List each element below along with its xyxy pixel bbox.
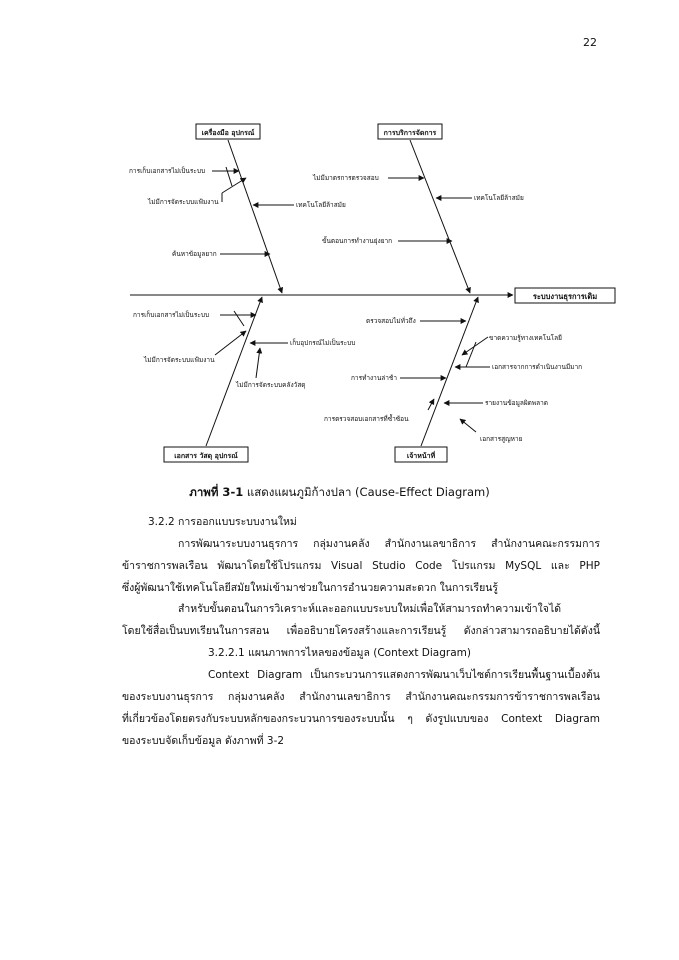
cause-tl2: ไม่มีการจัดระบบแฟ้มงาน	[148, 198, 219, 206]
cause-bl1: การเก็บเอกสารไม่เป็นระบบ	[133, 311, 210, 319]
cause-tl4: ค้นหาข้อมูลยาก	[172, 250, 217, 258]
category-label-bottom-left: เอกสาร วัสดุ อุปกรณ์	[174, 452, 238, 460]
category-label-top-left: เครื่องมือ อุปกรณ์	[201, 129, 255, 137]
paragraph-3-line-1: Context Diagram เป็นกระบวนการแสดงการพัฒนาเว็บไซต์การเรียนพื้นฐานเบื้องต้น	[208, 669, 600, 681]
cause-br3: เอกสารจากการดำเนินงานมีมาก	[492, 363, 583, 371]
bone-top-right	[410, 140, 470, 293]
head-label: ระบบงานธุรการเดิม	[532, 292, 598, 301]
cause-bl2: เก็บอุปกรณ์ไม่เป็นระบบ	[290, 339, 356, 347]
cause-br2: ขาดความรู้ทางเทคโนโลยี	[489, 334, 562, 342]
cause-br6-arrow	[428, 399, 434, 410]
cause-bl4-arrow	[256, 348, 260, 378]
cause-bl4: ไม่มีการจัดระบบคลังวัสดุ	[236, 381, 306, 389]
section-heading: 3.2.2 การออกแบบระบบงานใหม่	[148, 516, 297, 528]
paragraph-1-line-1: การพัฒนาระบบงานธุรการ กลุ่มงานคลัง สำนักงานเลขาธิการ สำนักงานคณะกรรมการ	[178, 538, 600, 550]
cause-br4: การทำงานล่าช้า	[351, 374, 397, 382]
cause-tr3: ขั้นตอนการทำงานยุ่งยาก	[322, 237, 393, 245]
category-label-top-right: การบริการจัดการ	[383, 129, 437, 137]
category-label-bottom-right: เจ้าหน้าที่	[406, 452, 436, 460]
cause-br1: ตรวจสอบไม่ทั่วถึง	[366, 317, 416, 325]
figure-caption	[0, 484, 679, 502]
cause-bl1-sub	[234, 311, 244, 326]
fishbone-diagram	[0, 0, 679, 470]
figure-caption-text: แสดงแผนภูมิก้างปลา (Cause-Effect Diagram)	[243, 485, 490, 499]
bone-bottom-right	[421, 297, 478, 446]
cause-br2-arrow	[462, 337, 488, 355]
cause-br7: เอกสารสูญหาย	[480, 435, 523, 443]
paragraph-1-line-2: ข้าราชการพลเรือน พัฒนาโดยใช้โปรแกรม Visual Studio Code โปรแกรม MySQL และ PHP	[122, 560, 600, 572]
figure-caption-label: ภาพที่ 3-1	[189, 485, 244, 499]
cause-tr2: เทคโนโลยีล้าสมัย	[474, 194, 524, 202]
paragraph-1-line-3: ซึ่งผู้พัฒนาใช้เทคโนโลยีสมัยใหม่เข้ามาช่วยในการอำนวยความสะดวก ในการเรียนรู้	[122, 582, 499, 594]
bone-bottom-left	[206, 297, 262, 446]
paragraph-2-line-2: โดยใช้สื่อเป็นบทเรียนในการสอน เพื่ออธิบายโครงสร้างและการเรียนรู้ ดังกล่าวสามารถอธิบายได้ดังนี้	[122, 625, 600, 637]
cause-tl3: เทคโนโลยีล้าสมัย	[296, 201, 346, 209]
paragraph-2-line-1: สำหรับขั้นตอนในการวิเคราะห์และออกแบบระบบใหม่เพื่อให้สามารถทำความเข้าใจได้	[178, 603, 562, 615]
cause-br7-arrow	[460, 419, 476, 432]
cause-br6: การตรวจสอบเอกสารที่ซ้ำซ้อน	[324, 415, 409, 423]
cause-tl1: การเก็บเอกสารไม่เป็นระบบ	[129, 167, 206, 175]
cause-tr1: ไม่มีมาตรการตรวจสอบ	[313, 174, 379, 182]
paragraph-3-line-4: ของระบบจัดเก็บข้อมูล ดังภาพที่ 3-2	[122, 735, 285, 747]
paragraph-3-line-3: ที่เกี่ยวข้องโดยตรงกับระบบหลักของกระบวนการของระบบนั้น ๆ ดังรูปแบบของ Context Diagram	[122, 713, 600, 725]
paragraph-3-line-2: ของระบบงานธุรการ กลุ่มงานคลัง สำนักงานเลขาธิการ สำนักงานคณะกรรมการข้าราชการพลเรือน	[122, 691, 600, 703]
page-number: 22	[583, 36, 597, 49]
bone-top-left	[228, 140, 282, 293]
subsection-heading: 3.2.2.1 แผนภาพการไหลของข้อมูล (Context Diagram)	[208, 647, 471, 659]
cause-bl3: ไม่มีการจัดระบบแฟ้มงาน	[144, 356, 215, 364]
cause-tl2-arrow	[222, 178, 246, 193]
cause-br3-sub	[466, 342, 476, 367]
cause-br5: รายงานข้อมูลผิดพลาด	[485, 399, 549, 407]
cause-tl1-sub	[226, 167, 232, 186]
